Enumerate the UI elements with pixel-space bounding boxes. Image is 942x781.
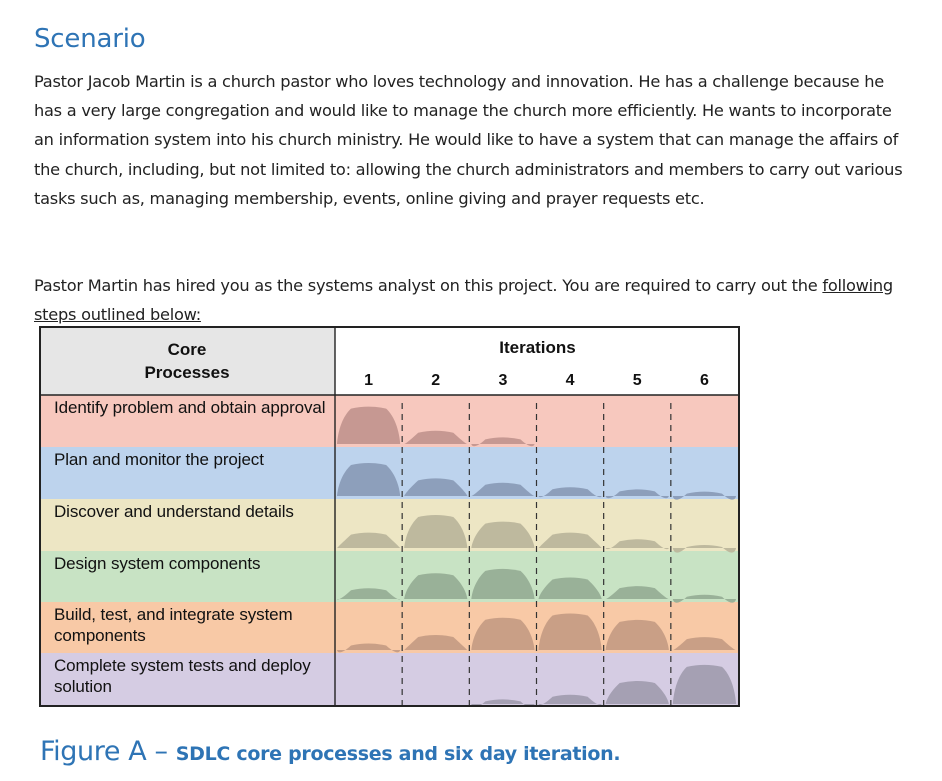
iteration-number: 6 <box>699 372 709 389</box>
sdlc-figure <box>39 326 740 707</box>
iteration-number: 3 <box>498 372 508 389</box>
iteration-number: 1 <box>364 372 374 389</box>
process-label: Discover and understand details <box>54 502 294 521</box>
caption-description: SDLC core processes and six day iteration. <box>175 743 621 765</box>
section-heading: Scenario <box>34 24 146 54</box>
core-header-line: Core <box>167 340 207 359</box>
core-processes-header <box>39 338 335 384</box>
iteration-number: 5 <box>632 372 642 389</box>
instructions-underlined-text: following steps outlined below: <box>34 276 893 325</box>
iterations-header: Iterations <box>499 338 576 357</box>
instructions-paragraph <box>34 271 914 329</box>
process-label: Design system components <box>54 554 261 573</box>
process-label: Build, test, and integrate system components <box>54 605 293 645</box>
iteration-number: 4 <box>565 372 575 389</box>
process-label: Identify problem and obtain approval <box>54 398 326 417</box>
process-label: Plan and monitor the project <box>54 450 264 469</box>
instructions-text: Pastor Martin has hired you as the systems analyst on this project. You are required to carry out the <box>34 276 823 295</box>
scenario-paragraph: Pastor Jacob Martin is a church pastor who loves technology and innovation. He has a challenge because he has a very large congregation and would like to manage the church more efficiently. He wants to incorporate an information system into his church ministry. He would like to have a system that can manage the affairs of the church, including, but not limited to: allowing the church administrators and members to carry out various tasks such as, managing membership, events, online giving and prayer requests etc. <box>34 72 903 208</box>
core-header-line: Processes <box>144 363 230 382</box>
iteration-number: 2 <box>431 372 441 389</box>
caption-figure-label: Figure A – <box>40 736 176 767</box>
process-label: Complete system tests and deploy solution <box>54 656 311 696</box>
figure-caption <box>40 736 620 767</box>
